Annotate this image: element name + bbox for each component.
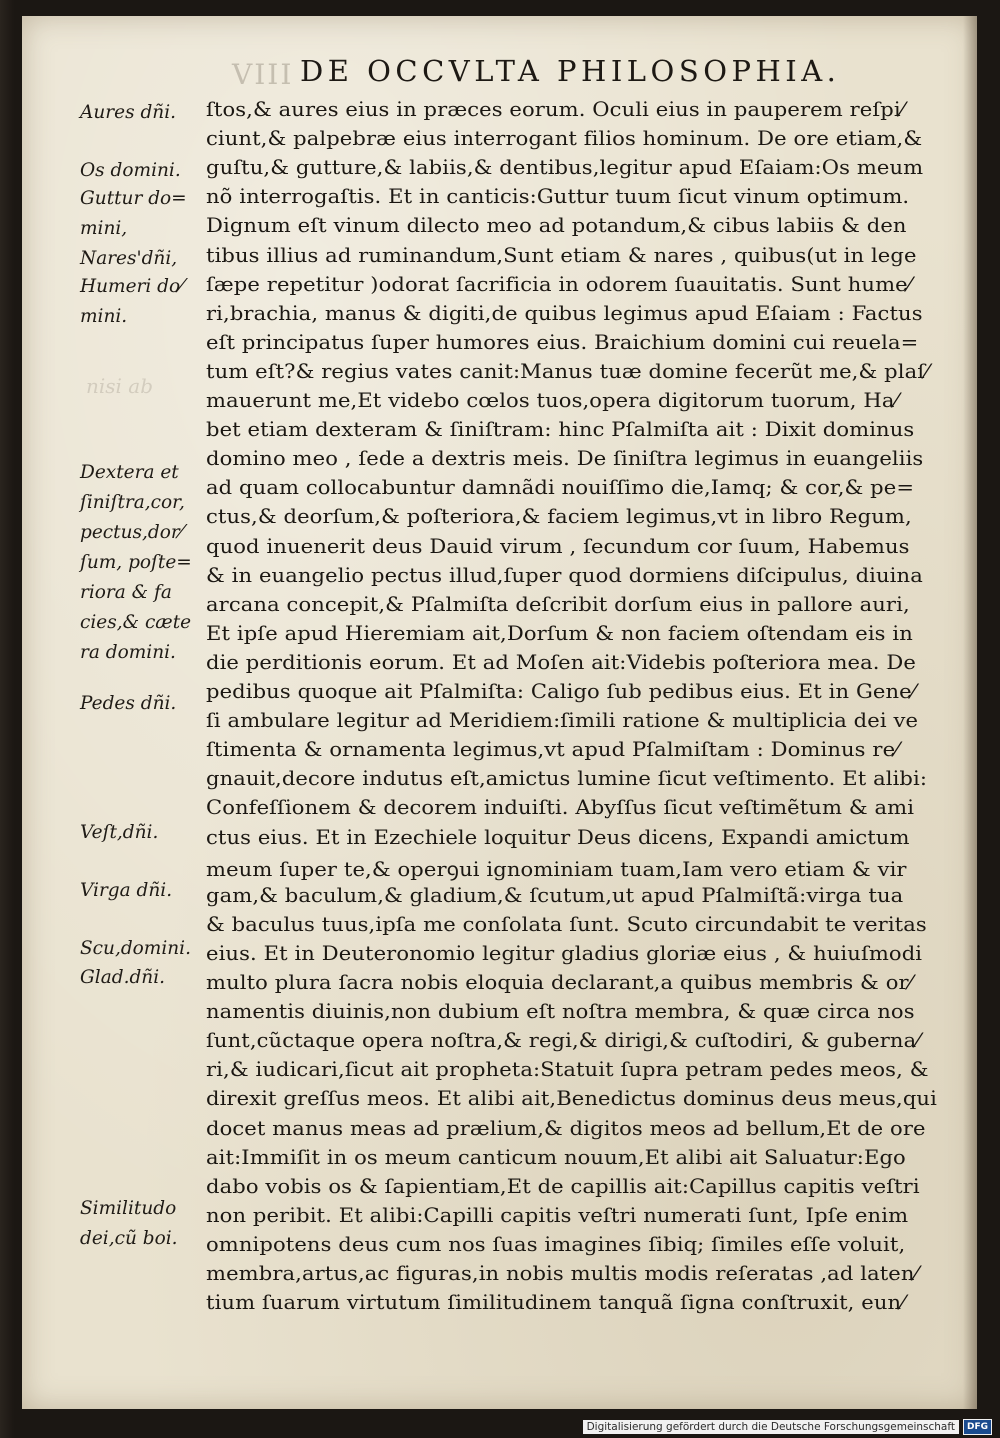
- text-line: nõ interrogaſtis. Et in canticis:Guttur tuum ſicut vinum optimum.: [206, 185, 910, 209]
- marginal-note: [80, 184, 187, 244]
- marginal-notes: [80, 16, 210, 1409]
- text-line: eius. Et in Deuteronomio legitur gladius gloriæ eius , & huiuſmodi: [206, 941, 923, 965]
- text-line: ſtimenta & ornamenta legimus,vt apud Pſalmiſtam : Dominus re⁄: [206, 738, 899, 762]
- text-line: ad quam collocabuntur damnãdi nouiſſimo die,Iamq; & cor,& pe=: [206, 476, 915, 500]
- text-line: meum ſuper te,& operꝯui ignominiam tuam,Iam vero etiam & vir: [206, 857, 907, 881]
- marginal-note-line: ſiniſtra,cor,: [80, 492, 185, 513]
- marginal-note-line: ſum, poſte=: [80, 552, 192, 573]
- text-line: bet etiam dexteram & ſiniſtram: hinc Pſalmiſta ait : Dixit dominus: [206, 418, 915, 442]
- marginal-note: [80, 272, 183, 332]
- marginal-note-line: Pedes dñi.: [80, 693, 177, 714]
- marginal-note-line: Similitudo: [80, 1198, 177, 1219]
- text-line: eſt principatus ſuper humores eius. Braichium domini cui reuela=: [206, 330, 919, 354]
- marginal-note-line: dei,cũ boi.: [80, 1228, 178, 1249]
- text-line: pedibus quoque ait Pſalmiſta: Caligo ſub pedibus eius. Et in Gene⁄: [206, 680, 916, 703]
- marginal-note-line: pectus,dor⁄: [80, 522, 183, 543]
- text-line: tibus illius ad ruminandum,Sunt etiam & nares , quibus(ut in lege: [206, 243, 917, 267]
- text-line: ctus,& deorſum,& poſteriora,& faciem legimus,vt in libro Regum,: [206, 505, 912, 529]
- marginal-note: [80, 963, 165, 993]
- text-line: & in euangelio pectus illud,ſuper quod dormiens diſcipulus, diuina: [206, 563, 923, 587]
- marginal-note-line: Virga dñi.: [80, 880, 173, 901]
- text-line: tium ſuarum virtutum ſimilitudinem tanquã ſigna conſtruxit, eun⁄: [206, 1291, 905, 1315]
- text-line: ctus eius. Et in Ezechiele loquitur Deus dicens, Expandi amictum: [206, 825, 910, 849]
- marginal-note: [80, 876, 172, 906]
- marginal-note-line: mini,: [80, 218, 128, 239]
- text-line: Confeſſionem & decorem induiſti. Abyſſus ſicut veſtimẽtum & ami: [206, 796, 915, 820]
- text-line: namentis diuinis,non dubium eſt noſtra membra, & quæ circa nos: [206, 1000, 915, 1024]
- folio-ghost: VIII: [232, 58, 294, 91]
- marginal-note: [80, 458, 192, 668]
- text-line: ri,& iudicari,ſicut ait propheta:Statuit ſupra petram pedes meos, &: [206, 1058, 929, 1082]
- marginal-note-line: Guttur do=: [80, 188, 187, 209]
- text-line: mauerunt me,Et videbo cœlos tuos,opera digitorum tuorum, Ha⁄: [206, 389, 899, 412]
- text-line: gnauit,decore indutus eſt,amictus lumine ſicut veſtimento. Et alibi:: [206, 767, 928, 791]
- text-line: direxit greſſus meos. Et alibi ait,Benedictus dominus deus meus,qui: [206, 1087, 937, 1111]
- running-title: DE OCCVLTA PHILOSOPHIA.: [300, 54, 841, 88]
- text-line: non peribit. Et alibi:Capilli capitis veſtri numerati ſunt, Ipſe enim: [206, 1203, 909, 1227]
- text-line: multo plura ſacra nobis eloquia declarant,a quibus membris & or⁄: [206, 971, 913, 994]
- footer-bar: [583, 1418, 992, 1436]
- marginal-note: [80, 689, 176, 719]
- marginal-note: [80, 244, 177, 274]
- text-line: dabo vobis os & ſapientiam,Et de capillis ait:Capillus capitis veſtri: [206, 1174, 920, 1198]
- marginal-note: [80, 1194, 178, 1254]
- body-text: [206, 16, 966, 1409]
- text-line: ſæpe repetitur )odorat ſacrificia in odorem ſuauitatis. Sunt hume⁄: [206, 272, 912, 296]
- marginal-note-line: ra domini.: [80, 642, 176, 663]
- book-page: [22, 16, 977, 1409]
- marginal-note-line: mini.: [80, 306, 128, 327]
- marginal-note-line: Dextera et: [80, 462, 179, 483]
- text-line: omnipotens deus cum nos ſuas imagines ſibiq; ſimiles eſſe voluit,: [206, 1232, 906, 1256]
- text-line: guſtu,& gutture,& labiis,& dentibus,legitur apud Eſaiam:Os meum: [206, 156, 924, 180]
- marginal-note-line: Aures dñi.: [80, 102, 176, 123]
- text-line: domino meo , ſede a dextris meis. De ſiniſtra legimus in euangeliis: [206, 447, 924, 471]
- text-line: ſunt,cũctaque opera noſtra,& regi,& dirigi,& cuſtodiri, & guberna⁄: [206, 1029, 920, 1053]
- text-line: Et ipſe apud Hieremiam ait,Dorſum & non faciem oſtendam eis in: [206, 621, 913, 645]
- marginal-note-line: Os domini.: [80, 160, 181, 181]
- text-line: quod inuenerit deus Dauid virum , ſecundum cor ſuum, Habemus: [206, 534, 910, 558]
- text-line: ciunt,& palpebræ eius interrogant filios hominum. De ore etiam,&: [206, 127, 923, 151]
- marginal-note-line: Veſt,dñi.: [80, 822, 159, 843]
- text-line: Dignum eſt vinum dilecto meo ad potandum,& cibus labiis & den: [206, 214, 907, 238]
- marginal-note: [80, 934, 191, 964]
- text-line: membra,artus,ac figuras,in nobis multis modis reſeratas ,ad laten⁄: [206, 1262, 919, 1285]
- marginal-note-line: Scu,domini.: [80, 938, 191, 959]
- dfg-logo: DFG: [963, 1419, 992, 1435]
- text-line: ſi ambulare legitur ad Meridiem:ſimili ratione & multiplicia dei ve: [206, 709, 919, 733]
- text-line: & baculus tuus,ipſa me conſolata ſunt. Scuto circundabit te veritas: [206, 912, 927, 936]
- text-line: ri,brachia, manus & digiti,de quibus legimus apud Eſaiam : Factus: [206, 301, 923, 325]
- text-line: ſtos,& aures eius in præces eorum. Oculi eius in pauperem reſpi⁄: [206, 98, 905, 121]
- text-line: ait:Immiſit in os meum canticum nouum,Et alibi ait Saluatur:Ego: [206, 1145, 906, 1169]
- marginal-note-line: Glad.dñi.: [80, 967, 166, 988]
- marginal-note: [80, 98, 176, 128]
- text-line: tum eſt?& regius vates canit:Manus tuæ domine fecerũt me,& plaſ⁄: [206, 359, 929, 383]
- marginal-note-line: riora & fa: [80, 582, 172, 603]
- text-line: gam,& baculum,& gladium,& ſcutum,ut apud Pſalmiſtã:virga tua: [206, 883, 904, 907]
- text-line: arcana concepit,& Pſalmiſta deſcribit dorſum eius in pallore auri,: [206, 592, 910, 616]
- marginal-note: [80, 818, 158, 848]
- marginal-note-line: cies,& cæte: [80, 612, 192, 633]
- text-line: docet manus meas ad prælium,& digitos meos ad bellum,Et de ore: [206, 1116, 926, 1140]
- marginal-note: [80, 156, 181, 186]
- bleed-through-mark: nisi ab: [86, 374, 154, 398]
- marginal-note-line: Nares'dñi,: [80, 248, 178, 269]
- marginal-note-line: Humeri do⁄: [80, 276, 184, 297]
- digitization-credit: Digitalisierung gefördert durch die Deutsche Forschungsgemeinschaft: [583, 1420, 959, 1434]
- text-line: die perditionis eorum. Et ad Moſen ait:Videbis poſteriora mea. De: [206, 650, 916, 674]
